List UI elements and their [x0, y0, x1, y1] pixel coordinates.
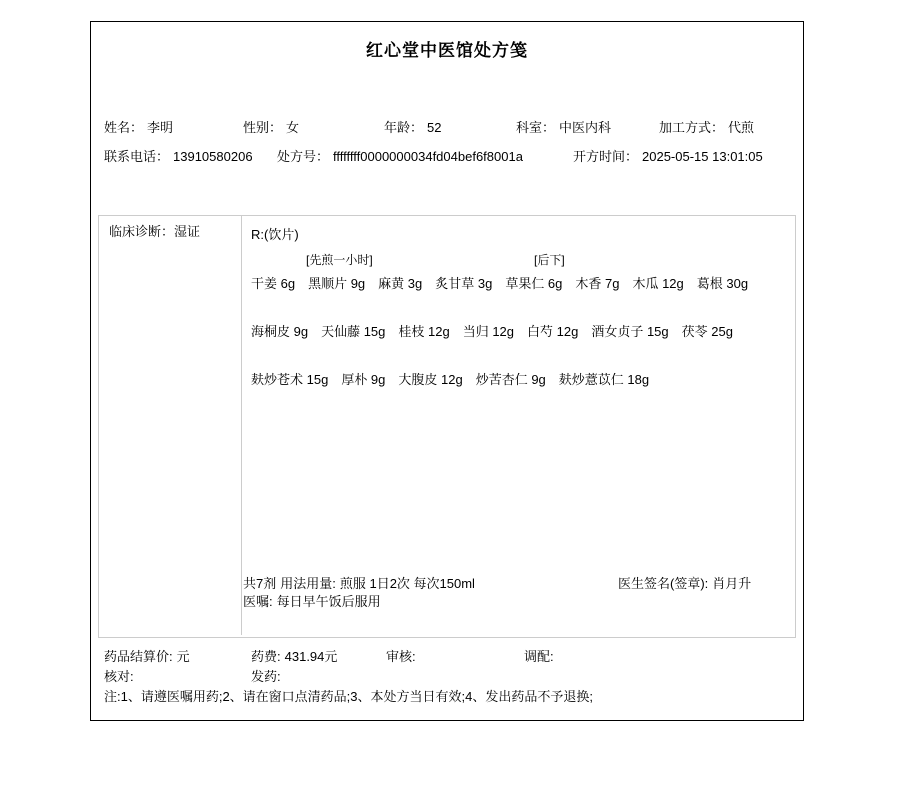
patient-gender-label: 性别： — [243, 120, 283, 135]
department-label: 科室： — [516, 120, 556, 135]
herb-item: 茯苓 25g — [681, 324, 733, 339]
dispense-label: 发药: — [251, 669, 281, 684]
field-medicine-fee — [251, 649, 337, 665]
fee-value: 431.94元 — [284, 649, 338, 664]
check-label: 核对: — [104, 669, 134, 684]
herb-item: 麸炒薏苡仁 18g — [558, 372, 650, 387]
herb-item: 海桐皮 9g — [251, 324, 309, 339]
phone-label: 联系电话： — [104, 149, 170, 164]
herb-item: 酒女贞子 15g — [591, 324, 669, 339]
doctor-signature-label: 医生签名(签章): — [618, 576, 709, 591]
rx-number-value: ffffffff0000000034fd04bef6f8001a — [333, 149, 523, 164]
settle-price-label: 药品结算价: — [104, 649, 173, 664]
department-value: 中医内科 — [559, 120, 612, 135]
processing-label: 加工方式： — [659, 120, 725, 135]
field-issue-time — [573, 149, 763, 165]
prepare-label: 调配: — [524, 649, 554, 664]
patient-age-label: 年龄： — [384, 120, 424, 135]
patient-age-value: 52 — [427, 120, 442, 135]
decoction-tag-first: [先煎一小时] — [306, 253, 373, 267]
page-title: 红心堂中医馆处方笺 — [366, 41, 528, 60]
footer-note: 注:1、请遵医嘱用药;2、请在窗口点清药品;3、本处方当日有效;4、发出药品不予退换; — [104, 689, 593, 704]
field-dispense — [251, 669, 281, 685]
instruction-value: 每日早午饭后服用 — [276, 594, 381, 609]
field-patient-name — [104, 120, 173, 136]
processing-value: 代煎 — [728, 120, 755, 135]
rx-header: R:(饮片) — [251, 227, 299, 242]
field-contact-phone — [104, 149, 253, 165]
dose-count: 共7剂 — [243, 576, 277, 591]
herb-item: 黑顺片 9g — [308, 276, 366, 291]
issue-time-label: 开方时间： — [573, 149, 639, 164]
patient-gender-value: 女 — [286, 120, 300, 135]
settle-price-value: 元 — [176, 649, 190, 664]
herb-item: 当归 12g — [462, 324, 515, 339]
herb-item: 草果仁 6g — [505, 276, 563, 291]
usage-label: 用法用量: — [280, 576, 336, 591]
herb-item: 桂枝 12g — [398, 324, 450, 339]
fee-label: 药费: — [251, 649, 281, 664]
doctor-signature-value: 肖月升 — [712, 576, 752, 591]
diagnosis-label: 临床诊断： — [109, 224, 175, 239]
herb-line — [251, 276, 781, 292]
herb-item: 炒苦杏仁 9g — [475, 372, 546, 387]
field-prepare — [524, 649, 554, 665]
instruction-label: 医嘱: — [243, 594, 273, 609]
field-diagnosis — [109, 224, 200, 240]
rx-number-label: 处方号： — [277, 149, 330, 164]
field-settle-price — [104, 649, 190, 665]
field-rx-number — [277, 149, 523, 165]
herb-item: 大腹皮 12g — [398, 372, 463, 387]
decoction-tag-later: [后下] — [534, 253, 565, 267]
field-doctor-signature — [618, 576, 751, 592]
field-patient-gender — [243, 120, 299, 136]
patient-name-label: 姓名： — [104, 120, 144, 135]
diagnosis-value: 湿证 — [174, 224, 201, 239]
field-processing-method — [659, 120, 754, 136]
field-check — [104, 669, 134, 685]
herb-item: 干姜 6g — [251, 276, 296, 291]
herb-item: 天仙藤 15g — [321, 324, 386, 339]
herb-item: 木瓜 12g — [632, 276, 684, 291]
field-medical-instruction — [243, 594, 381, 610]
prescription-box-divider — [241, 216, 242, 635]
field-department — [516, 120, 611, 136]
phone-value: 13910580206 — [173, 149, 253, 164]
herb-line — [251, 372, 781, 388]
field-patient-age — [384, 120, 441, 136]
patient-name-value: 李明 — [147, 120, 174, 135]
issue-time-value: 2025-05-15 13:01:05 — [642, 149, 763, 164]
herb-item: 麸炒苍术 15g — [251, 372, 329, 387]
field-review — [386, 649, 416, 665]
prescription-document — [90, 21, 804, 721]
herb-item: 白芍 12g — [527, 324, 579, 339]
herb-item: 麻黄 3g — [378, 276, 423, 291]
review-label: 审核: — [386, 649, 416, 664]
herb-line — [251, 324, 781, 340]
herb-item: 炙甘草 3g — [435, 276, 493, 291]
usage-value: 煎服 1日2次 每次150ml — [339, 576, 475, 591]
herb-item: 木香 7g — [575, 276, 620, 291]
herb-item: 厚朴 9g — [341, 372, 386, 387]
field-usage — [243, 576, 475, 592]
herb-item: 葛根 30g — [696, 276, 749, 291]
